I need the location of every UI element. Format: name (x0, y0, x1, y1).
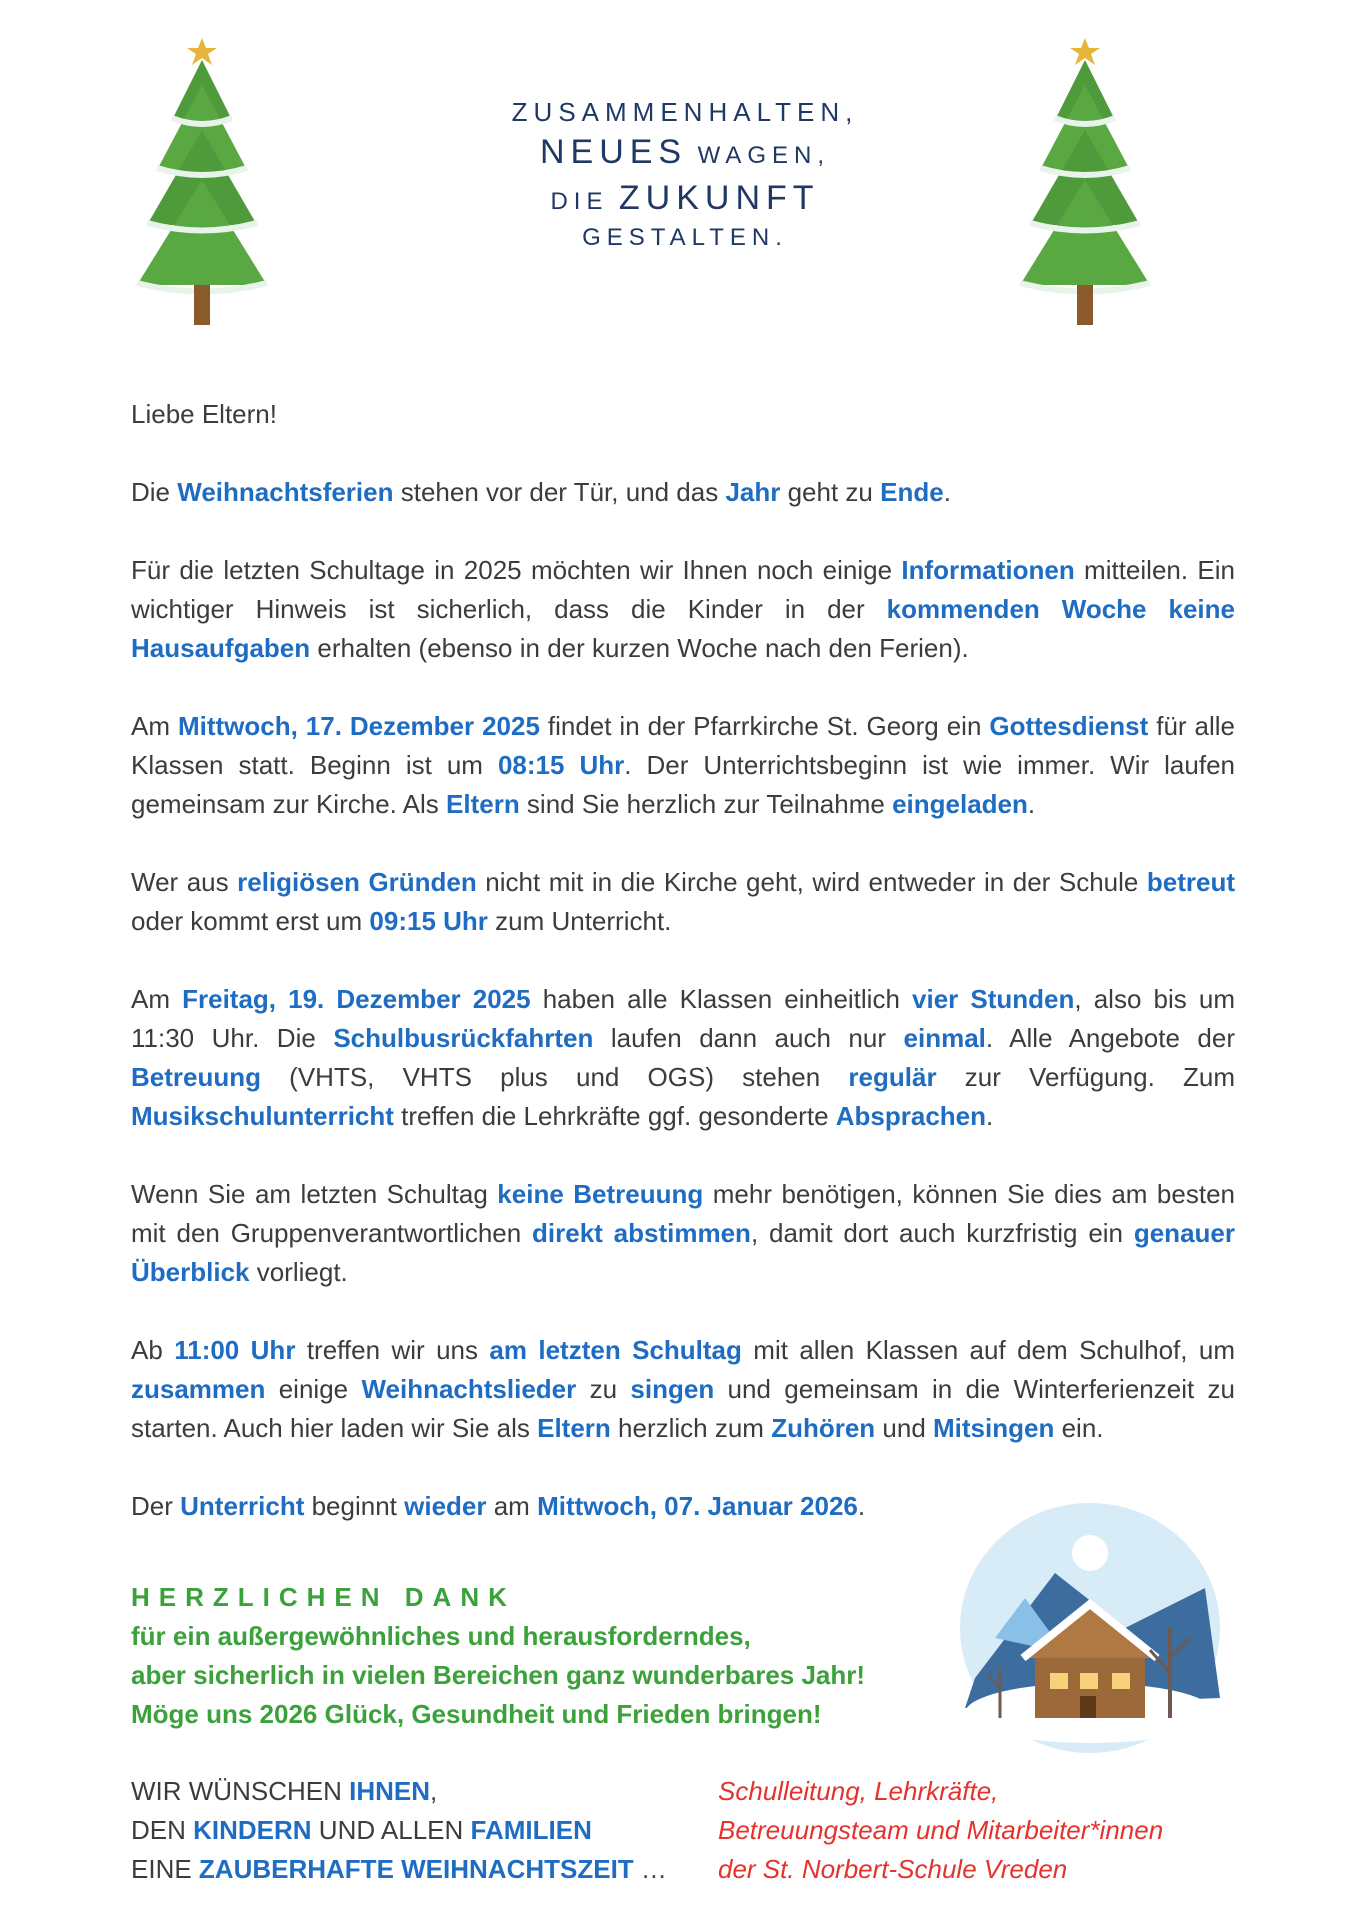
paragraph-2: Für die letzten Schultage in 2025 möchten wir Ihnen noch einige Informationen mitteilen. Ein wichtiger Hinweis ist sicherlich, dass die Kinder in der kommenden Woche keine Hausaufgaben erhalten (ebenso in der kurzen Woche nach den Ferien). (131, 555, 1235, 663)
paragraph-3: Am Mittwoch, 17. Dezember 2025 findet in der Pfarrkirche St. Georg ein Gottesdienst für alle Klassen statt. Beginn ist um 08:15 Uhr. Der Unterrichtsbeginn ist wie immer. Wir laufen gemeinsam zur Kirche. Als Eltern sind Sie herzlich zur Teilnahme eingeladen. (131, 711, 1235, 819)
motto-line-3: DIE ZUKUNFT (550, 178, 820, 217)
paragraph-5: Am Freitag, 19. Dezember 2025 haben alle Klassen einheitlich vier Stunden, also bis um 11:30 Uhr. Die Schulbusrückfahrten laufen dann auch nur einmal. Alle Angebote der Betreuung (VHTS, VHTS plus und OGS) stehen regulär zur Verfügung. Zum Musikschulunterricht treffen die Lehrkräfte ggf. gesonderte Absprachen. (131, 984, 1236, 1131)
signature-line-3: der St. Norbert-Schule Vreden (718, 1854, 1068, 1884)
christmas-tree-left-icon (132, 30, 272, 360)
thanks-block (131, 1578, 991, 1734)
paragraph-6: Wenn Sie am letzten Schultag keine Betreuung mehr benötigen, können Sie dies am besten mit den Gruppenverantwortlichen direkt abstimmen, damit dort auch kurzfristig ein genauer Überblick vorliegt. (131, 1179, 1235, 1287)
paragraph-8: Der Unterricht beginnt wieder am Mittwoch, 07. Januar 2026. (131, 1491, 866, 1521)
letter-body (131, 395, 1235, 1565)
signature-line-2: Betreuungsteam und Mitarbeiter*innen (718, 1815, 1164, 1845)
christmas-tree-right-icon (1015, 30, 1155, 360)
paragraph-1: Die Weihnachtsferien stehen vor der Tür, und das Jahr geht zu Ende. (131, 477, 951, 507)
winter-house-icon (955, 1478, 1225, 1758)
closing-line-2: DEN KINDERN UND ALLEN FAMILIEN (131, 1815, 592, 1845)
motto-line-2: NEUES WAGEN, (539, 133, 831, 172)
paragraph-4: Wer aus religiösen Gründen nicht mit in die Kirche geht, wird entweder in der Schule betreut oder kommt erst um 09:15 Uhr zum Unterricht. (131, 867, 1235, 936)
thanks-line-2: aber sicherlich in vielen Bereichen ganz wunderbares Jahr! (131, 1660, 866, 1690)
signature-line-1: Schulleitung, Lehrkräfte, (718, 1776, 999, 1806)
thanks-line-1: für ein außergewöhnliches und herausforderndes, (131, 1621, 751, 1651)
signature (718, 1772, 1278, 1889)
closing-line-3: EINE ZAUBERHAFTE WEIHNACHTSZEIT … (131, 1854, 667, 1884)
greeting: Liebe Eltern! (131, 399, 277, 429)
paragraph-7: Ab 11:00 Uhr treffen wir uns am letzten Schultag mit allen Klassen auf dem Schulhof, um zusammen einige Weihnachtslieder zu singen und gemeinsam in die Winterferienzeit zu starten. Auch hier laden wir Sie als Eltern herzlich zum Zuhören und Mitsingen ein. (131, 1335, 1235, 1443)
motto (380, 95, 990, 254)
closing-line-1: WIR WÜNSCHEN IHNEN, (131, 1776, 438, 1806)
closing-wishes (131, 1772, 731, 1889)
thanks-title: HERZLICHEN DANK (131, 1582, 516, 1612)
thanks-line-3: Möge uns 2026 Glück, Gesundheit und Frieden bringen! (131, 1699, 822, 1729)
motto-line-1: ZUSAMMENHALTEN, (511, 97, 859, 127)
motto-line-4: GESTALTEN. (582, 223, 788, 251)
